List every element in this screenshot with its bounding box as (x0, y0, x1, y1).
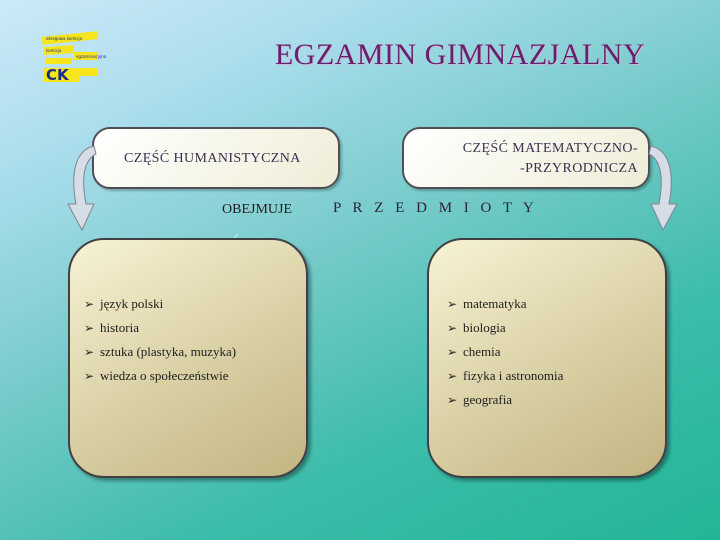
list-item (84, 318, 236, 342)
subject-label: historia (100, 320, 139, 335)
left-curved-arrow-icon (62, 138, 102, 234)
arrow-bullet-icon: ➢ (84, 297, 95, 311)
ck-logo-icon (40, 30, 107, 84)
science-part-label-line2: -PRZYRODNICZA (520, 161, 638, 176)
humanities-subjects-list (84, 294, 236, 390)
list-item (84, 366, 236, 390)
science-part-box (402, 127, 650, 189)
subject-label: biologia (463, 320, 506, 335)
arrow-bullet-icon: ➢ (84, 321, 95, 335)
science-part-label (424, 139, 638, 179)
subject-label: geografia (463, 392, 513, 407)
includes-label: OBEJMUJE (222, 202, 293, 217)
list-item (447, 294, 563, 318)
arrow-bullet-icon: ➢ (84, 369, 95, 383)
subject-label: język polski (100, 296, 164, 311)
right-curved-arrow-icon (643, 138, 683, 234)
svg-text:komisja: komisja (46, 48, 62, 53)
science-subjects-panel (427, 238, 667, 478)
science-subjects-list (447, 294, 563, 414)
arrow-bullet-icon: ➢ (447, 369, 458, 383)
humanities-part-box (92, 127, 340, 189)
subject-label: chemia (463, 344, 501, 359)
arrow-bullet-icon: ➢ (447, 297, 458, 311)
arrow-bullet-icon: ➢ (447, 345, 458, 359)
list-item (447, 342, 563, 366)
list-item (447, 390, 563, 414)
subject-label: wiedza o społeczeństwie (100, 368, 229, 383)
list-item (447, 366, 563, 390)
arrow-bullet-icon: ➢ (84, 345, 95, 359)
page-title: EGZAMIN GIMNAZJALNY (274, 38, 646, 71)
logo-letters: CK (46, 66, 69, 84)
science-part-label-line1: CZĘŚĆ MATEMATYCZNO- (462, 141, 638, 156)
subject-label: sztuka (plastyka, muzyka) (100, 344, 237, 359)
svg-text:egzaminacyjna: egzaminacyjna (76, 54, 107, 59)
svg-text:okregowa komisja: okregowa komisja (46, 36, 83, 41)
arrow-bullet-icon: ➢ (447, 321, 458, 335)
list-item (84, 342, 236, 366)
list-item (447, 318, 563, 342)
humanities-subjects-panel (68, 238, 308, 478)
ck-logo (40, 30, 107, 84)
arrow-bullet-icon: ➢ (447, 393, 458, 407)
list-item (84, 294, 236, 318)
subject-label: matematyka (463, 296, 527, 311)
humanities-part-label: CZĘŚĆ HUMANISTYCZNA (124, 151, 301, 166)
subjects-heading: P R Z E D M I O T Y (333, 200, 538, 216)
subject-label: fizyka i astronomia (463, 368, 564, 383)
